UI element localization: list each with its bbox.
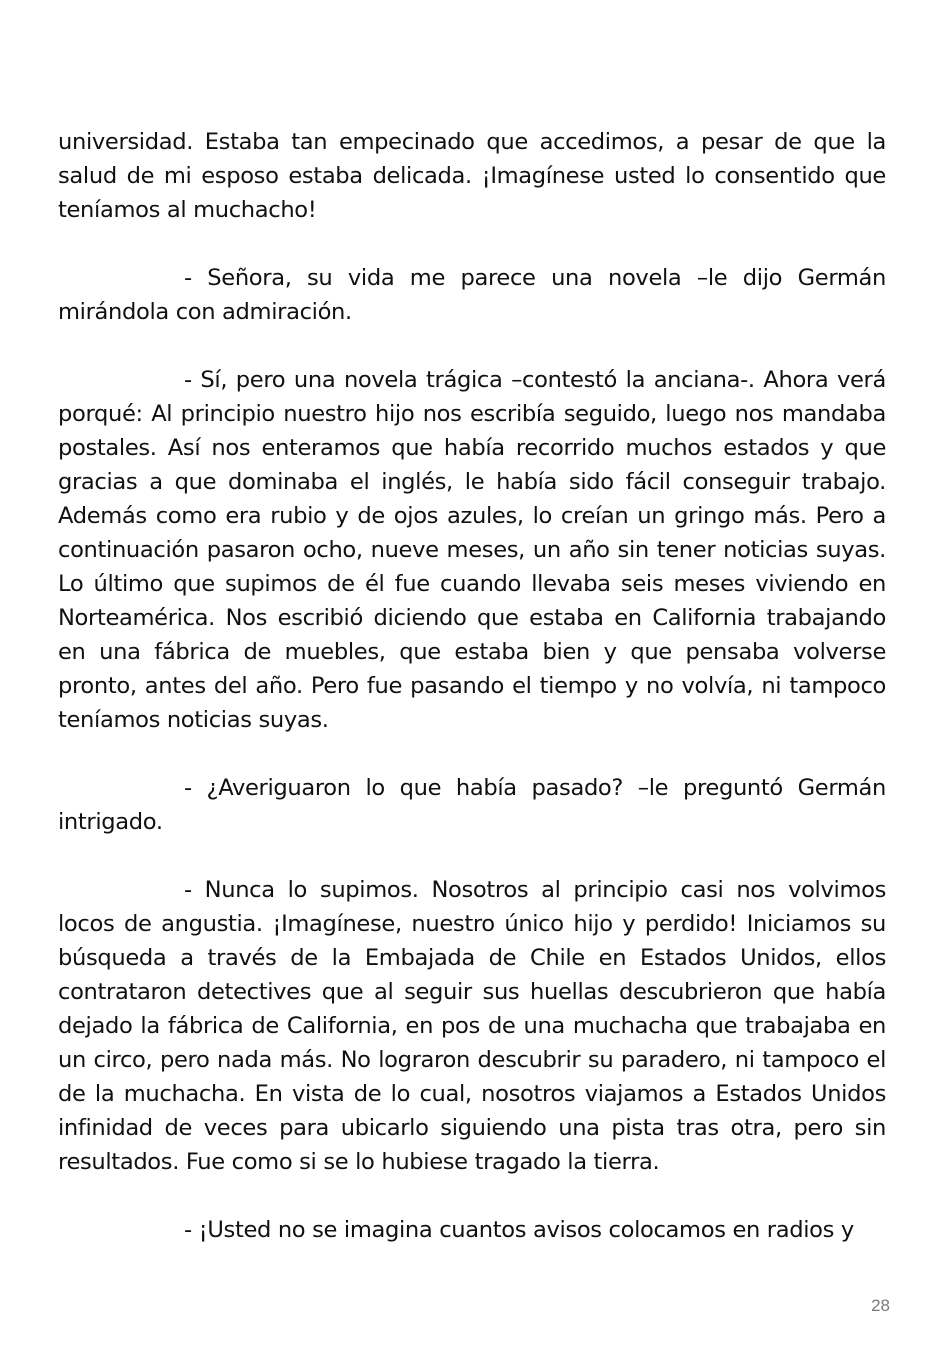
page-number: 28: [871, 1296, 890, 1315]
paragraph-dialogue-german: - Señora, su vida me parece una novela –le dijo Germán mirándola con admiración.: [58, 265, 886, 325]
paragraph-dialogue-truncated: - ¡Usted no se imagina cuantos avisos colocamos en radios y: [184, 1217, 854, 1243]
paragraph-dialogue-answer: - Nunca lo supimos. Nosotros al principio casi nos volvimos locos de angustia. ¡Imagínese, nuestro único hijo y perdido! Iniciamos su búsqueda a través de la Embajada de Chile en Estados Unidos, ellos contrataron detectives que al seguir sus huellas descubrieron que había dejado la fábrica de California, en pos de una muchacha que trabajaba en un circo, pero nada más. No lograron descubrir su paradero, ni tampoco el de la muchacha. En vista de lo cual, nosotros viajamos a Estados Unidos infinidad de veces para ubicarlo siguiendo una pista tras otra, pero sin resultados. Fue como si se lo hubiese tragado la tierra.: [58, 877, 886, 1175]
paragraph-dialogue-anciana: - Sí, pero una novela trágica –contestó la anciana-. Ahora verá porqué: Al principio nuestro hijo nos escribía seguido, luego nos mandaba postales. Así nos enteramos que había recorrido muchos estados y que gracias a que dominaba el inglés, le había sido fácil conseguir trabajo. Además como era rubio y de ojos azules, lo creían un gringo más. Pero a continuación pasaron ocho, nueve meses, un año sin tener noticias suyas. Lo último que supimos de él fue cuando llevaba seis meses viviendo en Norteamérica. Nos escribió diciendo que estaba en California trabajando en una fábrica de muebles, que estaba bien y que pensaba volverse pronto, antes del año. Pero fue pasando el tiempo y no volvía, ni tampoco teníamos noticias suyas.: [58, 367, 886, 733]
body-text: [58, 125, 886, 1247]
paragraph-dialogue-question: - ¿Averiguaron lo que había pasado? –le preguntó Germán intrigado.: [58, 775, 886, 835]
paragraph-continuation: universidad. Estaba tan empecinado que accedimos, a pesar de que la salud de mi esposo estaba delicada. ¡Imagínese usted lo consentido que teníamos al muchacho!: [58, 129, 886, 223]
